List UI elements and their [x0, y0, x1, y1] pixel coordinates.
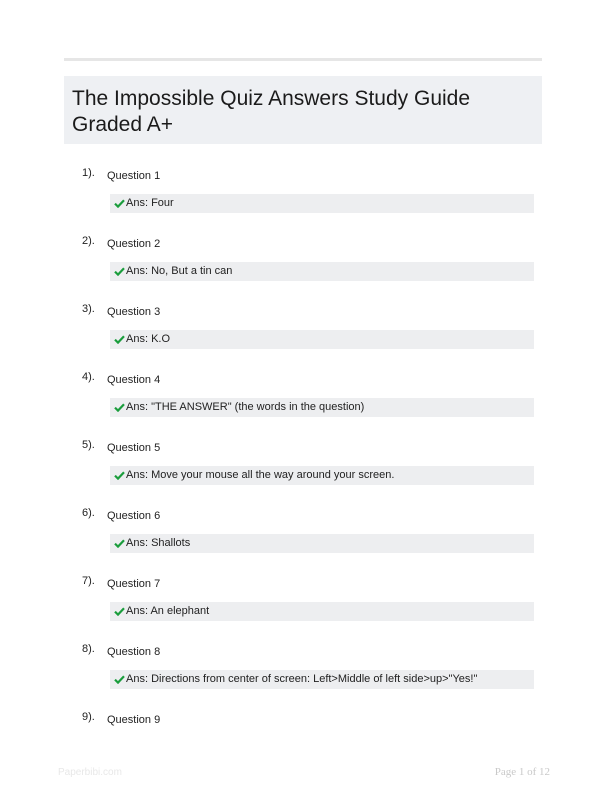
watermark: Paperbibi.com [58, 767, 122, 778]
question-number: 8). [82, 643, 95, 655]
answer-box [110, 194, 534, 213]
checkmark-icon [114, 471, 125, 480]
answer-box [110, 330, 534, 349]
question-label: Question 4 [107, 374, 161, 386]
answer-box [110, 670, 534, 689]
answer-text: Ans: An elephant [126, 605, 210, 617]
question-item [0, 506, 606, 574]
answer-box [110, 602, 534, 621]
question-number: 7). [82, 575, 95, 587]
checkmark-icon [114, 607, 125, 616]
checkmark-icon [114, 675, 125, 684]
question-label: Question 8 [107, 646, 161, 658]
answer-text: Ans: K.O [126, 333, 171, 345]
answer-text: Ans: Move your mouse all the way around your screen. [126, 469, 395, 481]
answer-text: Ans: Shallots [126, 537, 191, 549]
checkmark-icon [114, 403, 125, 412]
question-item [0, 642, 606, 710]
checkmark-icon [114, 335, 125, 344]
question-item [0, 302, 606, 370]
page-indicator: Page 1 of 12 [494, 766, 550, 778]
question-number: 5). [82, 439, 95, 451]
answer-box [110, 262, 534, 281]
question-label: Question 2 [107, 238, 161, 250]
answer-box [110, 398, 534, 417]
question-item [0, 438, 606, 506]
question-number: 1). [82, 167, 95, 179]
page-title: The Impossible Quiz Answers Study Guide Graded A+ [72, 87, 471, 136]
question-number: 6). [82, 507, 95, 519]
question-label: Question 3 [107, 306, 161, 318]
question-number: 3). [82, 303, 95, 315]
answer-text: Ans: Four [126, 197, 174, 209]
top-divider [64, 58, 542, 61]
question-item [0, 166, 606, 234]
answer-text: Ans: Directions from center of screen: Left>Middle of left side>up>"Yes!" [126, 673, 478, 685]
answer-text: Ans: No, But a tin can [126, 265, 233, 277]
answer-text: Ans: "THE ANSWER" (the words in the question) [126, 401, 365, 413]
checkmark-icon [114, 267, 125, 276]
question-number: 4). [82, 371, 95, 383]
question-item [0, 370, 606, 438]
question-label: Question 6 [107, 510, 161, 522]
question-item [0, 234, 606, 302]
answer-box [110, 466, 534, 485]
title-banner [64, 76, 542, 144]
question-number: 2). [82, 235, 95, 247]
question-number: 9). [82, 711, 95, 723]
checkmark-icon [114, 199, 125, 208]
question-label: Question 5 [107, 442, 161, 454]
checkmark-icon [114, 539, 125, 548]
question-item [0, 574, 606, 642]
question-label: Question 1 [107, 170, 161, 182]
question-label: Question 9 [107, 714, 161, 726]
question-label: Question 7 [107, 578, 161, 590]
answer-box [110, 534, 534, 553]
